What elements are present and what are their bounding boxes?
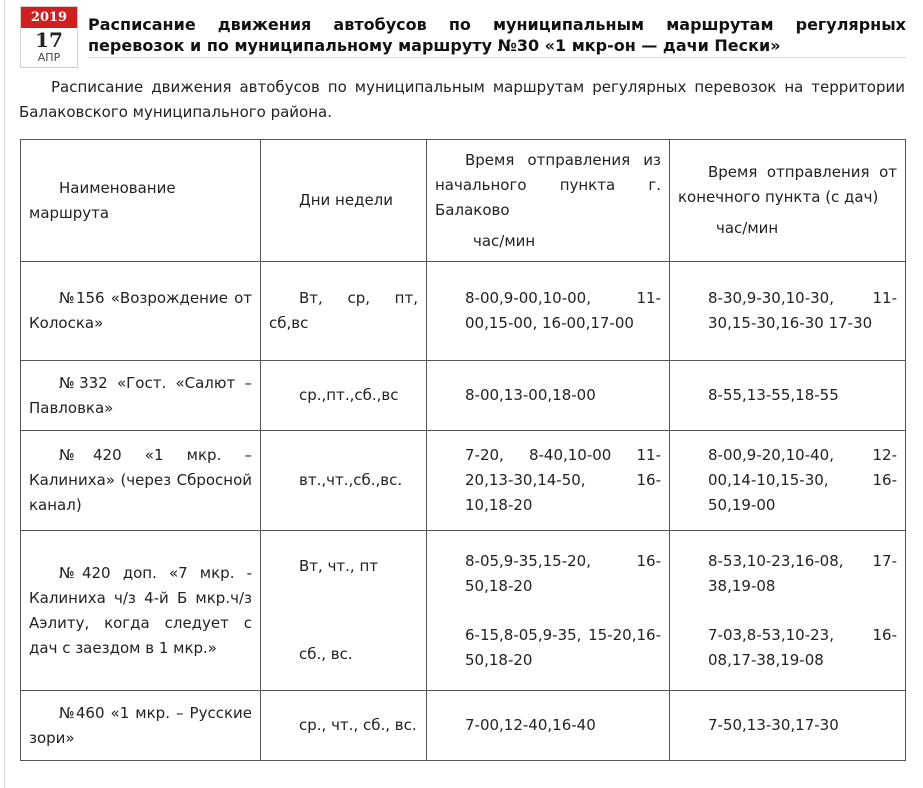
- date-badge: [20, 6, 78, 68]
- from-end-weekend: 7-03,8-53,10-23, 16-08,17-38,19-08: [708, 625, 897, 669]
- days-cell: ср., чт., сб., вс.: [261, 691, 427, 761]
- header-route: Наименование маршрута: [21, 140, 261, 262]
- from-start-cell: 7-00,12-40,16-40: [427, 691, 670, 761]
- from-end-cell: 8-30,9-30,10-30, 11-30,15-30,16-30 17-30: [670, 262, 906, 361]
- table-row: [21, 531, 906, 691]
- days-weekday: Вт, чт., пт: [299, 557, 379, 575]
- route-cell: №332 «Гост. «Салют – Павловка»: [21, 361, 261, 431]
- table-row: [21, 691, 906, 761]
- days-weekend: сб., вс.: [299, 645, 353, 663]
- route-cell: №156 «Возрождение от Колоска»: [21, 262, 261, 361]
- from-start-cell: 8-00,9-00,10-00, 11-00,15-00, 16-00,17-00: [427, 262, 670, 361]
- date-year: 2019: [21, 7, 77, 28]
- days-cell: вт.,чт.,сб.,вс.: [261, 431, 427, 531]
- from-end-cell: [670, 531, 906, 691]
- header-days: Дни недели: [261, 140, 427, 262]
- table-row: [21, 361, 906, 431]
- from-end-cell: 8-00,9-20,10-40, 12-00,14-10,15-30, 16-50,19-00: [670, 431, 906, 531]
- from-end-weekday: 8-53,10-23,16-08, 17-38,19-08: [708, 551, 897, 595]
- table-row: [21, 431, 906, 531]
- date-day: 17: [35, 28, 63, 52]
- table-header-row: [21, 140, 906, 262]
- header-unit-start: час/мин: [473, 231, 536, 250]
- from-start-cell: [427, 531, 670, 691]
- days-cell: [261, 531, 427, 691]
- intro-paragraph: Расписание движения автобусов по муниципальным маршрутам регулярных перевозок на территории Балаковского муниципального района.: [19, 78, 905, 121]
- date-month: АПР: [37, 51, 61, 64]
- days-cell: Вт, ср, пт, сб,вс: [261, 262, 427, 361]
- header-from-end: Время отправления от конечного пункта (с дач) час/мин: [670, 140, 906, 262]
- from-end-cell: 7-50,13-30,17-30: [670, 691, 906, 761]
- schedule-table: [20, 139, 906, 761]
- from-end-cell: 8-55,13-55,18-55: [670, 361, 906, 431]
- left-border: [4, 0, 5, 788]
- from-start-cell: 7-20, 8-40,10-00 11-20,13-30,14-50, 16-10,18-20: [427, 431, 670, 531]
- from-start-weekday: 8-05,9-35,15-20, 16-50,18-20: [465, 551, 661, 595]
- route-cell: №420 доп. «7 мкр. - Калиниха ч/з 4-й Б мкр.ч/з Аэлиту, когда следует с дач с заездом в 1 мкр.»: [21, 531, 261, 691]
- header-from-start: Время отправления из начального пункта г. Балаково час/мин: [427, 140, 670, 262]
- title-divider: [88, 57, 906, 58]
- from-start-weekend: 6-15,8-05,9-35, 15-20,16-50,18-20: [465, 625, 661, 669]
- route-cell: №460 «1 мкр. – Русские зори»: [21, 691, 261, 761]
- route-cell: №420 «1 мкр. – Калиниха» (через Сбросной канал): [21, 431, 261, 531]
- days-cell: ср.,пт.,сб.,вс: [261, 361, 427, 431]
- article-title: Расписание движения автобусов по муниципальным маршрутам регулярных перевозок и по муниципальному маршруту №30 «1 мкр-он — дачи Пески»: [88, 15, 906, 55]
- table-row: [21, 262, 906, 361]
- from-start-cell: 8-00,13-00,18-00: [427, 361, 670, 431]
- header-unit-end: час/мин: [716, 219, 779, 237]
